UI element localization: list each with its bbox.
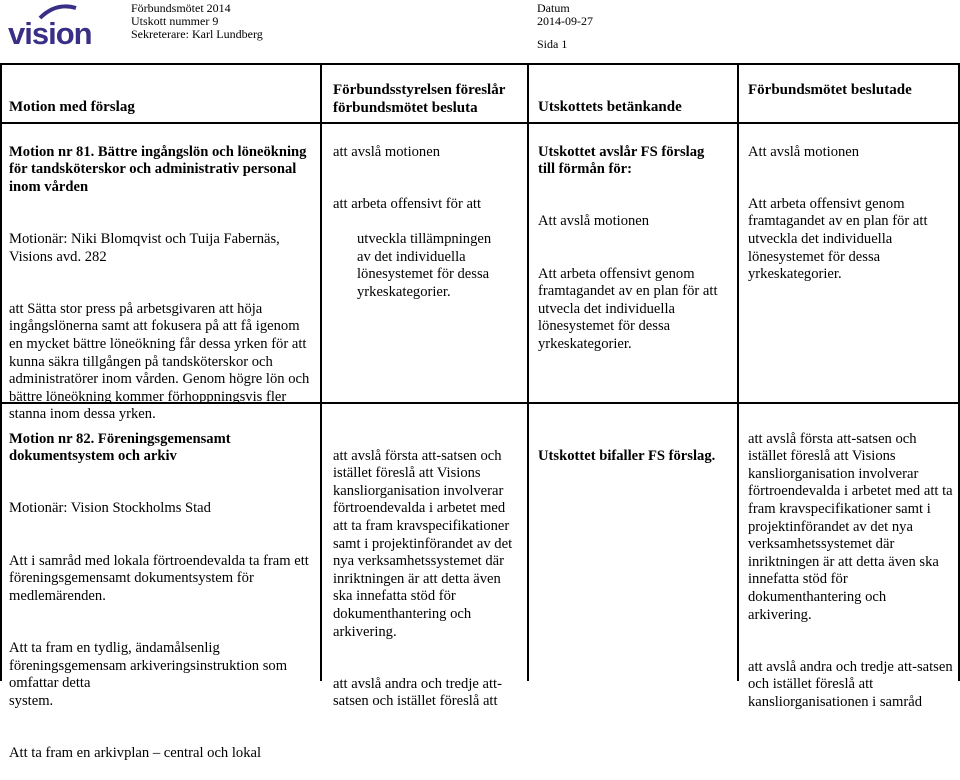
meeting-name: Förbundsmötet 2014: [131, 1, 231, 15]
motion-82-beslut-1: att avslå första att-satsen och istället föreslå att Visions kansliorganisation involverar förtroendevalda i arbetet med att ta fram kravspecifikationer samt i projektinförandet av det nya verksamhetssystemet där inriktningen är att detta även ska innefatta stöd för dokumenthantering och arkivering.: [748, 430, 953, 623]
motion-81-beslut-2: Att arbeta offensivt genom framtagandet av en plan för att utveckla det individuella lönesystemet för dessa yrkeskategorier.: [748, 195, 928, 283]
motion-81-utskott-1: Att avslå motionen: [538, 213, 650, 230]
motion-82-fs-cell: [333, 430, 523, 729]
motion-82-beslut-2: att avslå andra och tredje att-satsen och istället föreslå att kansliorganisationen i samråd: [748, 658, 953, 710]
motion-81-utskott-2: Att arbeta offensivt genom framtagandet av en plan för att utvecla det individuella lönesystemet för dessa yrkeskategorier.: [538, 265, 718, 352]
motion-82-utskott: Utskottet bifaller FS förslag.: [538, 447, 716, 464]
date-label: Datum: [537, 1, 570, 15]
col-header-utskott: Utskottets betänkande: [538, 99, 682, 115]
motion-82-title: Motion nr 82. Föreningsgemensamt dokumentsystem och arkiv: [9, 430, 231, 465]
header-bottom-rule: [0, 122, 960, 124]
motion-81-fs-2b: utveckla tillämpningen av det individuella lönesystemet för dessa yrkeskategorier.: [357, 230, 492, 300]
motion-82-fs-1: att avslå första att-satsen och istället föreslå att Visions kansliorganisation involverar förtroendevalda i arbetet med att ta fram kravspecifikationer samt i projektinförandet av det nya verksamhetssystemet där inriktningen är att detta även ska innefatta stöd för dokumenthantering och arkivering.: [333, 447, 513, 640]
page-number: Sida 1: [537, 37, 568, 51]
header-meta: [131, 2, 263, 41]
vision-logo: [8, 4, 108, 56]
motion-82-cell: [9, 413, 314, 780]
col-border-2: [527, 63, 529, 681]
motion-82-beslut-cell: [748, 413, 953, 729]
motion-81-utskott-cell: [538, 126, 723, 371]
col-border-3: [737, 63, 739, 681]
motion-82-utskott-cell: [538, 430, 733, 483]
motion-81-cell: [9, 126, 314, 442]
motion-81-fs-cell: [333, 126, 523, 319]
header-date: [537, 2, 593, 28]
table-top-rule: [0, 63, 960, 65]
col-header-fs: Förbundsstyrelsen föreslår förbundsmötet besluta: [333, 82, 506, 116]
motion-81-fs-2a: att arbeta offensivt för att: [333, 195, 482, 212]
motion-81-beslut-1: Att avslå motionen: [748, 143, 860, 160]
motion-82-fs-2: att avslå andra och tredje att-satsen och istället föreslå att: [333, 675, 502, 710]
col-header-beslut: Förbundsmötet beslutade: [748, 82, 912, 98]
motion-81-beslut-cell: [748, 126, 953, 301]
motion-82-body-2: Att ta fram en tydlig, ändamålsenlig föreningsgemensam arkiveringsinstruktion som omfattar detta system.: [9, 639, 288, 709]
committee-number: Utskott nummer 9: [131, 14, 219, 28]
col-border-1: [320, 63, 322, 681]
motion-81-motionar: Motionär: Niki Blomqvist och Tuija Fabernäs, Visions avd. 282: [9, 230, 280, 265]
col-header-motion: Motion med förslag: [9, 99, 135, 115]
logo-text: vision: [8, 16, 92, 51]
motion-81-fs-1: att avslå motionen: [333, 143, 440, 160]
secretary: Sekreterare: Karl Lundberg: [131, 27, 263, 41]
motion-82-motionar: Motionär: Vision Stockholms Stad: [9, 500, 211, 517]
motion-81-utskott-title: Utskottet avslår FS förslag till förmån för:: [538, 143, 705, 178]
motion-81-title: Motion nr 81. Bättre ingångslön och löneökning för tandsköterskor och administrativ personal inom vården: [9, 143, 307, 195]
motion-82-body-1: Att i samråd med lokala förtroendevalda ta fram ett föreningsgemensamt dokumentsystem för medlemärenden.: [9, 552, 309, 604]
motion-82-body-3: Att ta fram en arkivplan – central och lokal: [9, 744, 262, 761]
motion-81-body: att Sätta stor press på arbetsgivaren att höja ingångslönerna samt att fokusera på att få igenom en mycket bättre löneökning får dessa yrken för att kunna säkra tillgången på tandsköterskor och administratörer inom vården. Genom högre lön och bättre löneökning kommer förhoppningsvis fler stanna inom dessa yrken.: [9, 300, 310, 423]
date-value: 2014-09-27: [537, 14, 593, 28]
col-border-0: [0, 63, 2, 681]
